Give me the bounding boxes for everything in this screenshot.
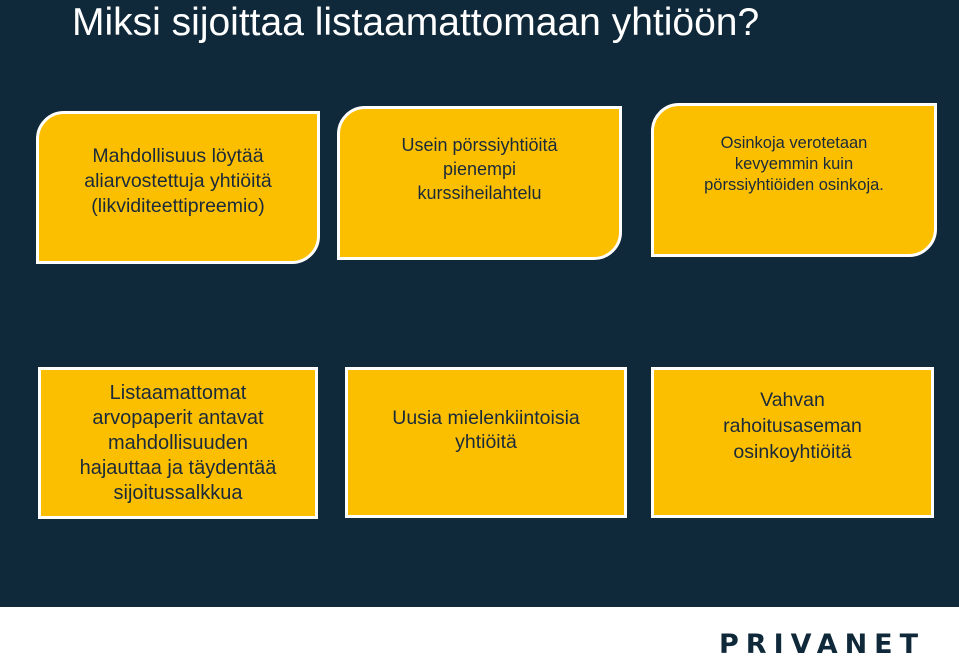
card-text <box>704 133 884 196</box>
privanet-logo: PRIVANET <box>719 628 926 660</box>
card-line: hajauttaa ja täydentää <box>79 456 277 479</box>
card-line: Osinkoja verotetaan <box>720 133 868 152</box>
card-diversification <box>38 367 318 519</box>
card-line: Mahdollisuus löytää <box>92 145 264 167</box>
card-text <box>392 406 580 454</box>
card-line: kevyemmin kuin <box>734 154 854 173</box>
card-line: kurssiheilahtelu <box>417 183 542 203</box>
card-line: (likviditeettipreemio) <box>91 195 265 217</box>
card-line: pienempi <box>442 159 517 179</box>
card-line: sijoitussalkkua <box>113 481 243 504</box>
card-text <box>401 133 557 205</box>
card-line: rahoitusaseman <box>723 414 862 437</box>
card-line: aliarvostettuja yhtiöitä <box>84 170 272 192</box>
card-line: Vahvan <box>760 388 825 411</box>
card-line: osinkoyhtiöitä <box>733 440 852 463</box>
slide-title: Miksi sijoittaa listaamattomaan yhtiöön? <box>72 1 760 44</box>
card-line: Usein pörssiyhtiöitä <box>401 135 558 155</box>
card-line: Listaamattomat <box>109 381 247 404</box>
card-dividend-taxation <box>651 103 937 257</box>
card-text <box>80 381 277 506</box>
card-new-interesting-companies <box>345 367 627 518</box>
card-text <box>84 144 272 219</box>
card-line: yhtiöitä <box>455 430 517 453</box>
card-undervalued-companies <box>36 111 320 264</box>
card-lower-volatility <box>337 106 622 260</box>
card-line: Uusia mielenkiintoisia <box>392 406 580 429</box>
card-text <box>723 387 862 465</box>
card-line: pörssiyhtiöiden osinkoja. <box>704 175 884 194</box>
card-line: arvopaperit antavat <box>92 406 264 429</box>
card-strong-dividend-companies <box>651 367 934 518</box>
card-line: mahdollisuuden <box>107 431 249 454</box>
